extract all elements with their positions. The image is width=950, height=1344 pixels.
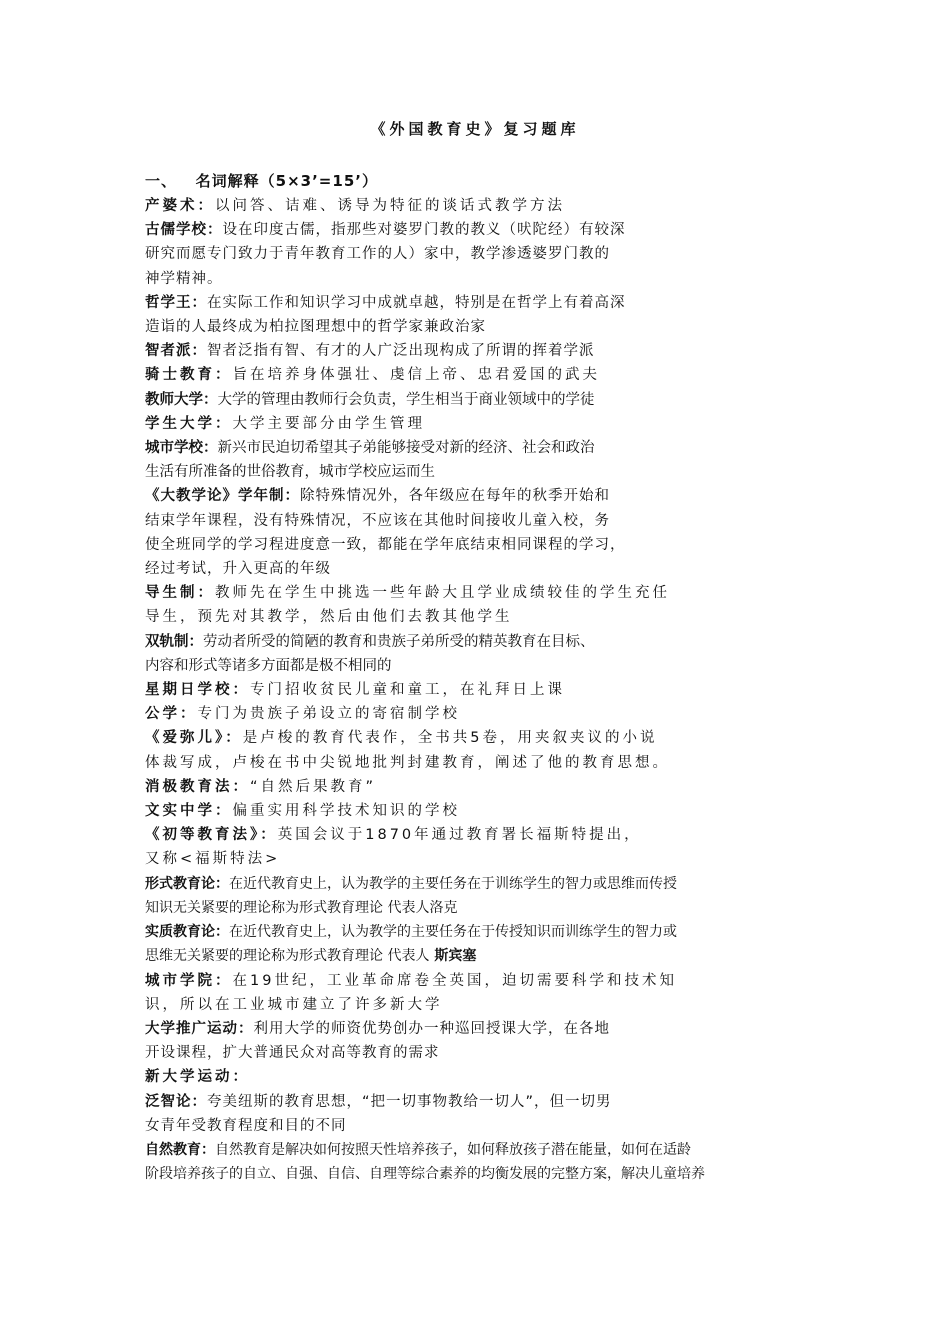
entry-line xyxy=(145,944,807,968)
glossary-entry xyxy=(145,630,807,678)
glossary-entry xyxy=(145,678,807,702)
entry-line xyxy=(145,630,807,654)
entry-definition: 专门招收贫民儿童和童工，在礼拜日上课 xyxy=(250,682,565,699)
entry-line xyxy=(145,1114,807,1138)
entry-definition: 夸美纽斯的教育思想，“把一切事物教给一切人”，但一切男 xyxy=(207,1093,612,1110)
entry-definition: 在近代教育史上，认为教学的主要任务在于训练学生的智力或思维而传授 xyxy=(229,875,677,892)
glossary-entry xyxy=(145,291,807,339)
entry-definition: 体裁写成，卢梭在书中尖锐地批判封建教育，阐述了他的教育思想。 xyxy=(145,754,670,771)
entry-definition: 导生，预先对其教学，然后由他们去教其他学生 xyxy=(145,609,513,626)
entry-line xyxy=(145,460,807,484)
entry-definition: 生活有所准备的世俗教育，城市学校应运而生 xyxy=(145,464,435,481)
entry-line xyxy=(145,1017,807,1041)
entry-term: 自然教育： xyxy=(145,1141,215,1158)
entry-definition: 思维无关紧要的理论称为形式教育理论 代表人 xyxy=(145,948,430,965)
entry-term: 消极教育法： xyxy=(145,778,250,795)
entry-line xyxy=(145,993,807,1017)
entry-line xyxy=(145,484,807,508)
entry-line xyxy=(145,969,807,993)
entry-definition: 大学的管理由教师行会负责，学生相当于商业领域中的学徒 xyxy=(217,391,595,408)
entry-definition: 新兴市民迫切希望其子弟能够接受对新的经济、社会和政治 xyxy=(217,440,595,457)
glossary-list xyxy=(145,194,807,1186)
entry-line xyxy=(145,799,807,823)
entry-term: 教师大学： xyxy=(145,391,218,408)
entry-line xyxy=(145,388,807,412)
entry-line xyxy=(145,242,807,266)
glossary-entry xyxy=(145,1017,807,1065)
glossary-entry xyxy=(145,581,807,629)
entry-term: 古儒学校： xyxy=(145,222,223,239)
entry-line xyxy=(145,751,807,775)
glossary-entry xyxy=(145,823,807,871)
glossary-entry xyxy=(145,484,807,581)
entry-term: 文实中学： xyxy=(145,803,233,820)
entry-definition: 研究而愿专门致力于青年教育工作的人）家中，教学渗透婆罗门教的 xyxy=(145,246,610,263)
entry-line xyxy=(145,436,807,460)
entry-line xyxy=(145,533,807,557)
glossary-entry xyxy=(145,920,807,968)
entry-line xyxy=(145,194,807,218)
glossary-entry xyxy=(145,726,807,774)
section-heading: 一、 名词解释（5×3’=15’） xyxy=(145,172,378,190)
entry-definition: 专门为贵族子弟设立的寄宿制学校 xyxy=(197,706,460,723)
entry-line xyxy=(145,1162,807,1186)
entry-definition: “自然后果教育” xyxy=(250,778,377,795)
entry-line xyxy=(145,775,807,799)
entry-line xyxy=(145,847,807,871)
glossary-entry xyxy=(145,1138,807,1186)
entry-definition: 设在印度古儒，指那些对婆罗门教的教义（吠陀经）有较深 xyxy=(222,222,626,239)
entry-term: 公学： xyxy=(145,706,198,723)
entry-term: 大学推广运动： xyxy=(145,1020,254,1037)
glossary-entry xyxy=(145,436,807,484)
entry-term: 泛智论： xyxy=(145,1093,207,1110)
entry-term: 城市学院： xyxy=(145,972,233,989)
glossary-entry xyxy=(145,1065,807,1089)
entry-definition: 在实际工作和知识学习中成就卓越，特别是在哲学上有着高深 xyxy=(207,294,626,311)
glossary-entry xyxy=(145,363,807,387)
entry-representative: 斯宾塞 xyxy=(429,948,477,965)
glossary-entry xyxy=(145,194,807,218)
glossary-entry xyxy=(145,1090,807,1138)
entry-term: 《爱弥儿》： xyxy=(145,730,243,747)
entry-definition: 是卢梭的教育代表作，全书共5卷，用夹叙夹议的小说 xyxy=(242,730,658,747)
entry-term: 《大教学论》学年制： xyxy=(145,488,300,505)
entry-definition: 自然教育是解决如何按照天性培养孩子，如何释放孩子潜在能量，如何在适龄 xyxy=(215,1141,691,1158)
entry-line xyxy=(145,1065,807,1089)
entry-definition: 以问答、诘难、诱导为特征的谈话式教学方法 xyxy=(215,198,565,214)
entry-line xyxy=(145,1090,807,1114)
entry-term: 学生大学： xyxy=(145,415,233,432)
entry-definition: 知识无关紧要的理论称为形式教育理论 代表人洛克 xyxy=(145,899,458,916)
glossary-entry xyxy=(145,388,807,412)
entry-line xyxy=(145,605,807,629)
entry-definition: 除特殊情况外，各年级应在每年的秋季开始和 xyxy=(300,488,610,505)
entry-definition: 经过考试，升入更高的年级 xyxy=(145,561,331,578)
entry-line xyxy=(145,654,807,678)
entry-definition: 女青年受教育程度和目的不同 xyxy=(145,1117,347,1134)
entry-definition: 内容和形式等诸多方面都是极不相同的 xyxy=(145,657,392,674)
glossary-entry xyxy=(145,218,807,291)
entry-definition: 在19世纪，工业革命席卷全英国，迫切需要科学和技术知 xyxy=(232,972,677,989)
entry-term: 新大学运动： xyxy=(145,1069,250,1086)
glossary-entry xyxy=(145,799,807,823)
entry-line xyxy=(145,1041,807,1065)
entry-definition: 智者泛指有智、有才的人广泛出现构成了所谓的挥着学派 xyxy=(207,343,595,360)
entry-definition: 在近代教育史上，认为教学的主要任务在于传授知识而训练学生的智力或 xyxy=(229,924,677,941)
entry-line xyxy=(145,581,807,605)
entry-definition: 教师先在学生中挑选一些年龄大且学业成绩较佳的学生充任 xyxy=(215,585,670,602)
entry-definition: 神学精神。 xyxy=(145,270,223,287)
entry-line xyxy=(145,872,807,896)
glossary-entry xyxy=(145,702,807,726)
entry-line xyxy=(145,896,807,920)
entry-line xyxy=(145,412,807,436)
entry-definition: 结束学年课程，没有特殊情况，不应该在其他时间接收儿童入校，务 xyxy=(145,512,610,529)
entry-term: 实质教育论： xyxy=(145,924,229,941)
entry-definition: 英国会议于1870年通过教育署长福斯特提出， xyxy=(277,827,642,844)
entry-term: 骑士教育： xyxy=(145,367,233,384)
page-title: 《外国教育史》复习题库 xyxy=(370,120,580,138)
entry-term: 产婆术： xyxy=(145,198,215,214)
entry-term: 智者派： xyxy=(145,343,207,360)
entry-term: 《初等教育法》： xyxy=(145,827,278,844)
entry-term: 双轨制： xyxy=(145,633,203,650)
entry-definition: 又称<福斯特法> xyxy=(145,851,281,868)
entry-line xyxy=(145,363,807,387)
glossary-entry xyxy=(145,339,807,363)
entry-definition: 劳动者所受的简陋的教育和贵族子弟所受的精英教育在目标、 xyxy=(203,633,595,650)
entry-line xyxy=(145,702,807,726)
entry-definition: 旨在培养身体强壮、虔信上帝、忠君爱国的武夫 xyxy=(232,367,600,384)
entry-line xyxy=(145,920,807,944)
entry-line xyxy=(145,267,807,291)
entry-line xyxy=(145,678,807,702)
entry-definition: 利用大学的师资优势创办一种巡回授课大学，在各地 xyxy=(253,1020,610,1037)
entry-definition: 偏重实用科学技术知识的学校 xyxy=(232,803,460,820)
entry-term: 形式教育论： xyxy=(145,875,229,892)
glossary-entry xyxy=(145,775,807,799)
entry-term: 星期日学校： xyxy=(145,682,250,699)
entry-definition: 阶段培养孩子的自立、自强、自信、自理等综合素养的均衡发展的完整方案，解决儿童培养 xyxy=(145,1166,705,1183)
entry-line xyxy=(145,557,807,581)
entry-line xyxy=(145,509,807,533)
entry-line xyxy=(145,339,807,363)
entry-term: 哲学王： xyxy=(145,294,207,311)
glossary-entry xyxy=(145,969,807,1017)
entry-line xyxy=(145,315,807,339)
entry-definition: 使全班同学的学习程进度意一致，都能在学年底结束相同课程的学习， xyxy=(145,536,626,553)
glossary-entry xyxy=(145,872,807,920)
entry-term: 城市学校： xyxy=(145,440,218,457)
entry-definition: 大学主要部分由学生管理 xyxy=(232,415,425,432)
glossary-entry xyxy=(145,412,807,436)
entry-definition: 识，所以在工业城市建立了许多新大学 xyxy=(145,996,443,1013)
entry-line xyxy=(145,726,807,750)
entry-line xyxy=(145,1138,807,1162)
entry-line xyxy=(145,823,807,847)
entry-definition: 开设课程，扩大普通民众对高等教育的需求 xyxy=(145,1045,440,1062)
entry-definition: 造诣的人最终成为柏拉图理想中的哲学家兼政治家 xyxy=(145,319,486,336)
entry-line xyxy=(145,291,807,315)
entry-line xyxy=(145,218,807,242)
entry-term: 导生制： xyxy=(145,585,215,602)
